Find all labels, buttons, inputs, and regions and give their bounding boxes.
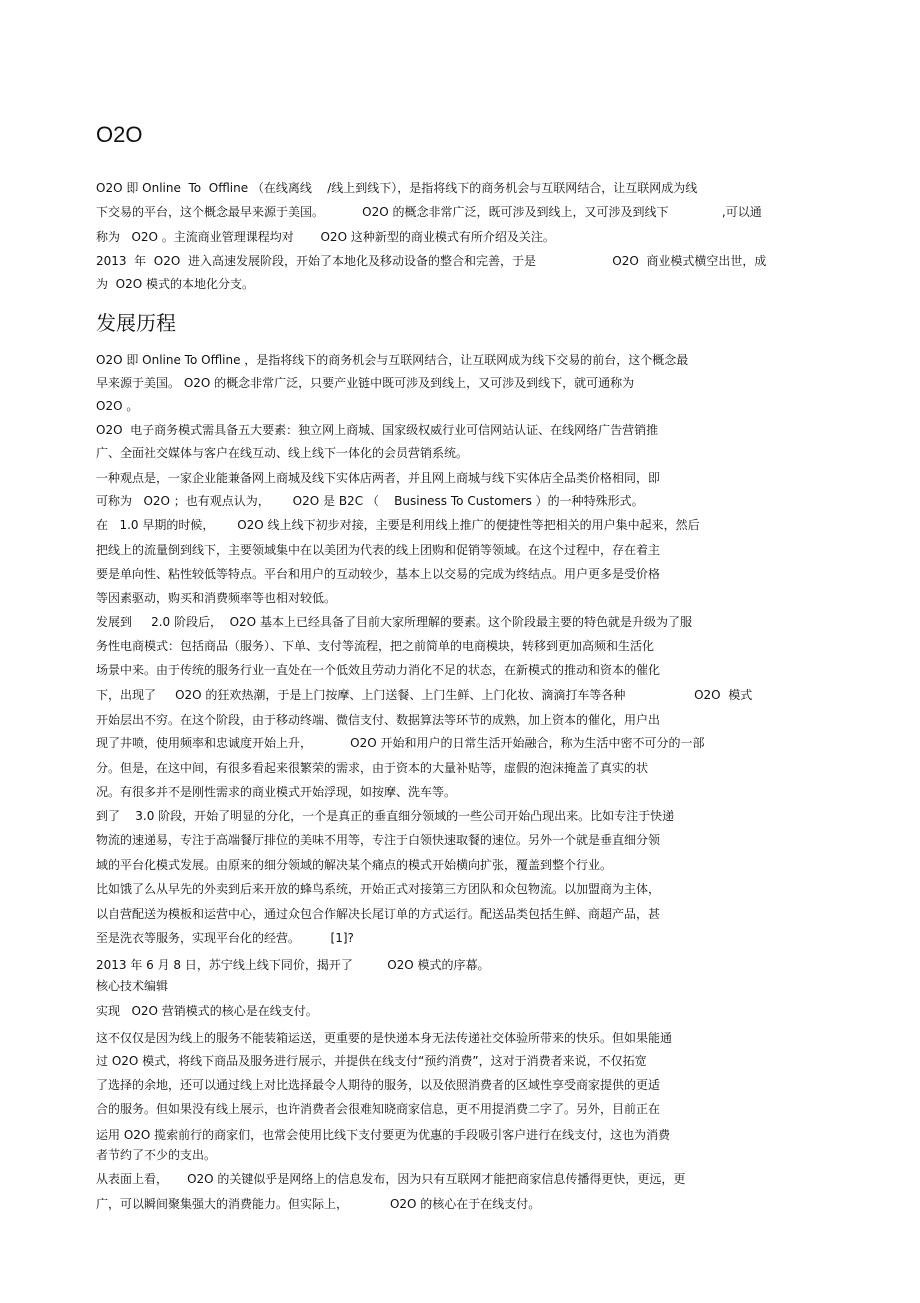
body-line: 运用 O2O 揽索前行的商家们，也常会使用比线下支付要更为优惠的手段吸引客户进行在线支付，这也为消费 (96, 1128, 671, 1142)
body-line: 发展到 2.0 阶段后， O2O 基本上已经具备了目前大家所理解的要素。这个阶段最主要的特色就是升级为了服 (96, 615, 692, 629)
body-line: 核心技术编辑 (96, 979, 169, 993)
body-line: 2013 年 6 月 8 日，苏宁线上线下同价，揭开了 O2O 模式的序幕。 (96, 958, 490, 972)
body-line: 现了井喷，使用频率和忠诚度开始上升， O2O 开始和用户的日常生活开始融合，称为生活中密不可分的一部 (96, 736, 705, 750)
intro-line: 下交易的平台，这个概念最早来源于美国。 O2O 的概念非常广泛，既可涉及到线上，又可涉及到线下 ,可以通 (96, 205, 762, 219)
body-line: 这不仅仅是因为线上的服务不能装箱运送，更重要的是快递本身无法传递社交体验所带来的快乐。但如果能通 (96, 1031, 673, 1045)
intro-line: 为 O2O 模式的本地化分支。 (96, 277, 254, 291)
intro-line: O2O 即 Online To Offline （在线离线 /线上到线下），是指将线下的商务机会与互联网结合，让互联网成为线 (96, 181, 698, 195)
body-line: 况。有很多并不是刚性需求的商业模式开始浮现，如按摩、洗车等。 (96, 785, 457, 799)
body-line: O2O 即 Online To Offline ，是指将线下的商务机会与互联网结合，让互联网成为线下交易的前台，这个概念最 (96, 353, 689, 367)
body-line: 在 1.0 早期的时候， O2O 线上线下初步对接，主要是利用线上推广的便捷性等把相关的用户集中起来，然后 (96, 518, 700, 532)
body-line: 比如饿了么从早先的外卖到后来开放的蜂鸟系统，开始正式对接第三方团队和众包物流。以加盟商为主体， (96, 882, 661, 896)
body-line: 至是洗衣等服务，实现平台化的经营。 [1]? (96, 931, 354, 945)
body-line: 要是单向性、粘性较低等特点。平台和用户的互动较少，基本上以交易的完成为终结点。用户更多是受价格 (96, 567, 661, 581)
body-line: 过 O2O 模式，将线下商品及服务进行展示，并提供在线支付“预约消费”，这对于消费者来说，不仅拓宽 (96, 1054, 647, 1068)
body-line: 下，出现了 O2O 的狂欢热潮，于是上门按摩、上门送餐、上门生鲜、上门化妆、滴滴打车等各种 O2O 模式 (96, 688, 753, 702)
body-line: 场景中来。由于传统的服务行业一直处在一个低效且劳动力消化不足的状态，在新模式的推动和资本的催化 (96, 663, 661, 677)
body-line: 等因素驱动，购买和消费频率等也相对较低。 (96, 591, 337, 605)
body-line: 从表面上看， O2O 的关键似乎是网络上的信息发布，因为只有互联网才能把商家信息传播得更快，更远，更 (96, 1172, 686, 1186)
document-title: O2O (96, 122, 143, 147)
body-line: 分。但是，在这中间，有很多看起来很繁荣的需求，由于资本的大量补贴等，虚假的泡沫掩盖了真实的状 (96, 761, 649, 775)
body-line: 广，可以瞬间聚集强大的消费能力。但实际上， O2O 的核心在于在线支付。 (96, 1197, 541, 1211)
body-line: 早来源于美国。 O2O 的概念非常广泛，只要产业链中既可涉及到线上，又可涉及到线下，就可通称为 (96, 376, 635, 390)
body-line: 开始层出不穷。在这个阶段，由于移动终端、微信支付、数据算法等环节的成熟，加上资本的催化，用户出 (96, 713, 661, 727)
section-heading: 发展历程 (96, 311, 176, 335)
body-line: 一种观点是，一家企业能兼备网上商城及线下实体店两者，并且网上商城与线下实体店全品类价格相同，即 (96, 471, 661, 485)
body-line: 务性电商模式：包括商品（服务）、下单、支付等流程，把之前简单的电商模块，转移到更加高频和生活化 (96, 639, 655, 653)
body-line: 实现 O2O 营销模式的核心是在线支付。 (96, 1004, 318, 1018)
body-line: 者节约了不少的支出。 (96, 1148, 217, 1162)
body-line: 到了 3.0 阶段，开始了明显的分化，一个是真正的垂直细分领域的一些公司开始凸现出来。比如专注于快递 (96, 809, 675, 823)
body-line: 合的服务。但如果没有线上展示，也许消费者会很难知晓商家信息，更不用提消费二字了。另外，目前正在 (96, 1102, 661, 1116)
intro-line: 2013 年 O2O 进入高速发展阶段，开始了本地化及移动设备的整合和完善，于是 O2O 商业模式横空出世，成 (96, 254, 767, 268)
body-line: 了选择的余地，还可以通过线上对比选择最令人期待的服务，以及依照消费者的区域性享受商家提供的更适 (96, 1078, 661, 1092)
body-line: O2O 电子商务模式需具备五大要素：独立网上商城、国家级权威行业可信网站认证、在线网络广告营销推 (96, 423, 659, 437)
body-line: 以自营配送为模板和运营中心，通过众包合作解决长尾订单的方式运行。配送品类包括生鲜、商超产品，甚 (96, 907, 661, 921)
body-line: 把线上的流量倒到线下，主要领域集中在以美团为代表的线上团购和促销等领域。在这个过程中，存在着主 (96, 543, 661, 557)
body-line: 域的平台化模式发展。由原来的细分领域的解决某个痛点的模式开始横向扩张，覆盖到整个行业。 (96, 858, 613, 872)
body-line: O2O 。 (96, 399, 139, 413)
intro-line: 称为 O2O 。主流商业管理课程均对 O2O 这种新型的商业模式有所介绍及关注。 (96, 230, 555, 244)
body-line: 物流的速递易，专注于高端餐厅排位的美味不用等，专注于白领快速取餐的速位。另外一个就是垂直细分领 (96, 833, 661, 847)
body-line: 广、全面社交媒体与客户在线互动、线上线下一体化的会员营销系统。 (96, 446, 469, 460)
body-line: 可称为 O2O ；也有观点认为， O2O 是 B2C （ Business To Customers ）的一种特殊形式。 (96, 494, 644, 508)
